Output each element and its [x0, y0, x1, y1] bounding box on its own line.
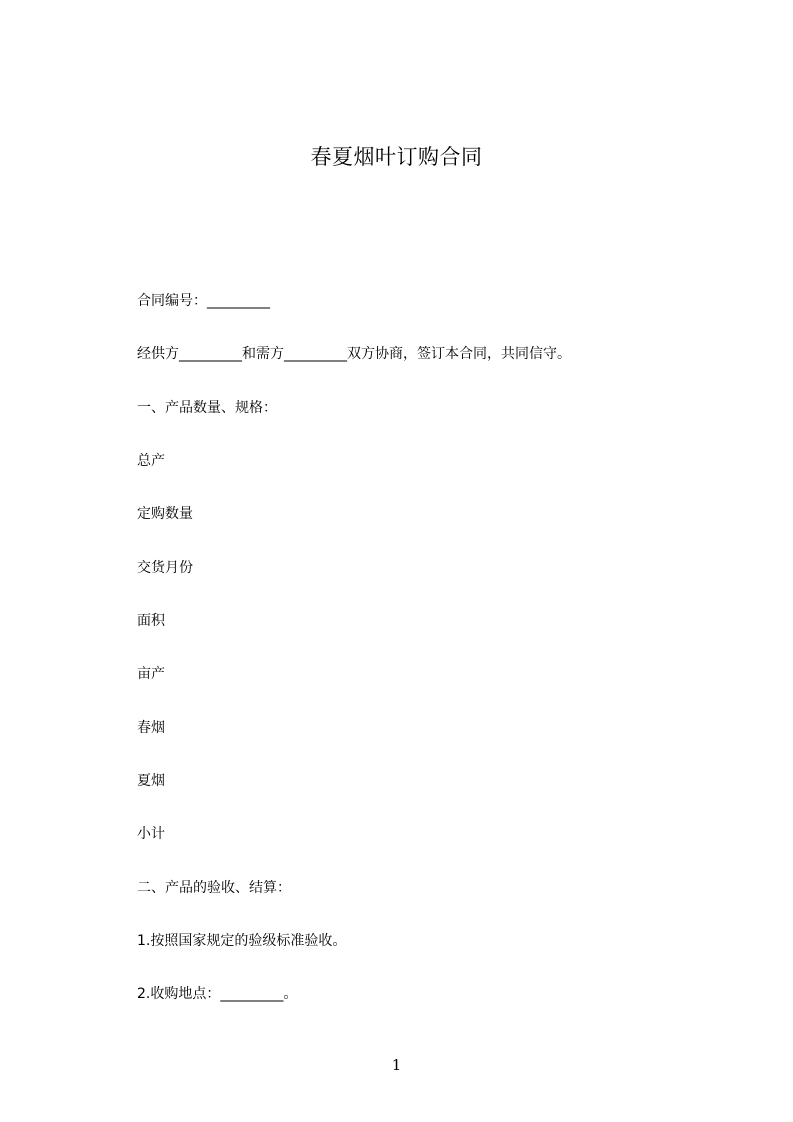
contract-number-line: 合同编号：_________ [137, 293, 270, 309]
item-summer-tobacco: 夏烟 [137, 773, 165, 789]
item-total-output: 总产 [137, 453, 165, 469]
clause-purchase-location: 2.收购地点：_________。 [137, 986, 298, 1002]
item-delivery-month: 交货月份 [137, 560, 193, 576]
section-heading-quantity-spec: 一、产品数量、规格： [137, 400, 277, 416]
page-number: 1 [391, 1056, 402, 1074]
item-spring-tobacco: 春烟 [137, 720, 165, 736]
item-yield-per-mu: 亩产 [137, 666, 165, 682]
item-subtotal: 小计 [137, 826, 165, 842]
item-area: 面积 [137, 613, 165, 629]
section-heading-acceptance-settlement: 二、产品的验收、结算： [137, 880, 291, 896]
parties-agreement-line: 经供方_________和需方_________双方协商，签订本合同，共同信守。 [137, 346, 571, 362]
clause-inspection-standard: 1.按照国家规定的验级标准验收。 [137, 933, 347, 949]
item-order-quantity: 定购数量 [137, 506, 193, 522]
document-title: 春夏烟叶订购合同 [310, 145, 483, 169]
